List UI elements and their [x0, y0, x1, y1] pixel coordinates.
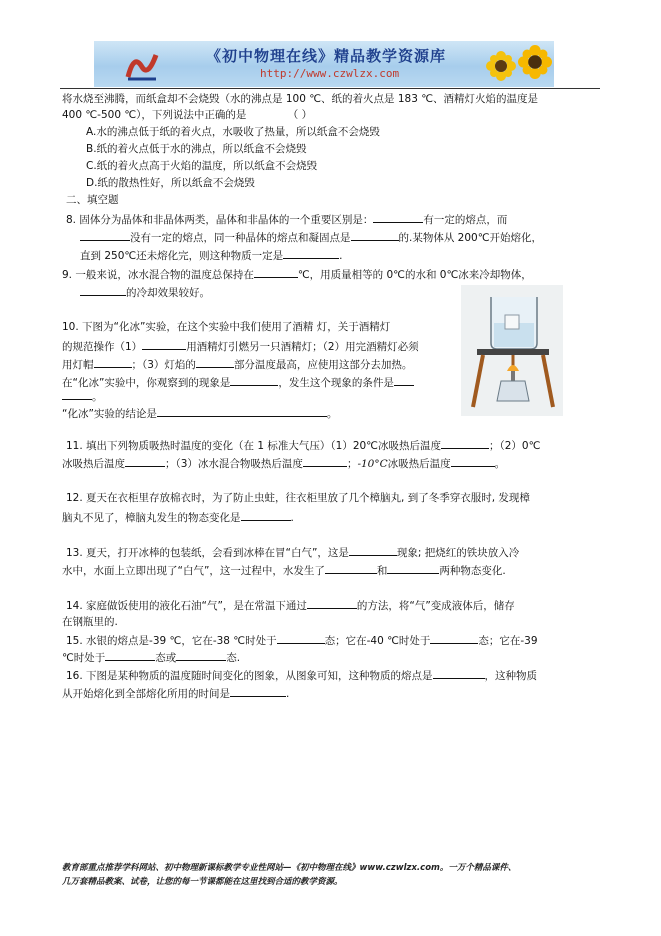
q7-line-2	[62, 108, 312, 122]
q10-line-6	[62, 405, 337, 421]
answer-blank[interactable]	[94, 356, 132, 368]
banner-url: http://www.czwlzx.com	[260, 67, 400, 80]
q12-text: .	[290, 512, 294, 524]
q10-text: 的规范操作（1）	[62, 341, 143, 353]
q14-text: 14. 家庭做饭使用的液化石油“气”，是在常温下通过	[66, 600, 307, 612]
q16-text: 16. 下图是某种物质的温度随时间变化的图象，从图象可知，这种物质的熔点是	[66, 670, 433, 682]
q13-text: 和	[376, 565, 388, 577]
q16-text: 从开始熔化到全部熔化所用的时间是	[62, 688, 230, 700]
q8-line-1	[66, 211, 507, 227]
q7-line-1: 将水烧至沸腾，而纸盒却不会烧毁（水的沸点是 100 ℃、纸的着火点是 183 ℃、酒精灯火焰的温度是	[62, 93, 539, 105]
q7-option-c: C.纸的着火点高于火焰的温度，所以纸盒不会烧毁	[86, 160, 318, 172]
q8-text: 没有一定的熔点，同一种晶体的熔点和凝固点是	[130, 232, 351, 244]
q9-text: ℃，用质量相等的 0℃的水和 0℃冰来冷却物体，	[297, 269, 532, 281]
answer-blank[interactable]	[196, 356, 234, 368]
answer-blank[interactable]	[230, 374, 278, 386]
q7-option-d: D.纸的散热性好，所以纸盒不会烧毁	[86, 177, 255, 189]
q11-text: ；（2）0℃	[488, 440, 541, 452]
q10-line-3	[62, 356, 412, 372]
q11-text: ；（3）冰水混合物吸热后温度	[165, 458, 303, 470]
answer-blank[interactable]	[394, 374, 414, 386]
answer-blank[interactable]	[441, 437, 489, 449]
answer-blank[interactable]	[283, 247, 339, 259]
q9-text: 9. 一般来说，冰水混合物的温度总保持在	[62, 269, 254, 281]
answer-blank[interactable]	[307, 597, 357, 609]
q16-line-1	[66, 667, 537, 683]
q9-line-2	[80, 284, 210, 300]
answer-blank[interactable]	[349, 544, 397, 556]
q10-text: 。	[92, 391, 103, 403]
q15-line-1	[66, 632, 538, 648]
q8-text: 的.某物体从 200℃开始熔化，	[398, 232, 543, 244]
q15-text: 态；它在-40 ℃时处于	[324, 635, 431, 647]
q14-text: 的方法，将“气”变成液体后，储存	[356, 600, 515, 612]
q10-text: “化冰”实验的结论是	[62, 408, 157, 420]
answer-blank[interactable]	[241, 509, 291, 521]
answer-blank[interactable]	[105, 649, 155, 661]
answer-blank[interactable]	[62, 388, 92, 400]
answer-blank[interactable]	[430, 632, 478, 644]
header-rule	[60, 88, 600, 89]
answer-blank[interactable]	[142, 338, 186, 350]
q10-line-5	[62, 388, 103, 404]
q15-text: 态；它在-39	[478, 635, 538, 647]
q14-line-1	[66, 597, 515, 613]
answer-blank[interactable]	[176, 649, 226, 661]
answer-blank[interactable]	[325, 562, 377, 574]
site-logo-icon	[124, 47, 160, 83]
q8-text: 8. 固体分为晶体和非晶体两类，晶体和非晶体的一个重要区别是：	[66, 214, 374, 226]
answer-blank[interactable]	[80, 229, 130, 241]
q15-text: 15. 水银的熔点是-39 ℃，它在-38 ℃时处于	[66, 635, 277, 647]
q10-text: ，发生这个现象的条件是	[278, 377, 394, 389]
banner-title: 《初中物理在线》精品教学资源库	[206, 47, 447, 65]
q7-option-b: B.纸的着火点低于水的沸点，所以纸盒不会烧毁	[86, 143, 307, 155]
answer-blank[interactable]	[277, 632, 325, 644]
q14-line-2: 在钢瓶里的.	[62, 616, 118, 628]
q10-text: 部分温度最高，应使用这部分去加热。	[233, 359, 413, 371]
q11-text: 11. 填出下列物质吸热时温度的变化（在 1 标准大气压）（1）20℃冰吸热后温度	[66, 440, 441, 452]
q8-text: 直到 250℃还未熔化完，则这种物质一定是	[80, 250, 284, 262]
sunflower-icon	[486, 51, 516, 81]
footer-line-2: 几万套精品教案、试卷，让您的每一节课都能在这里找到合适的教学资源。	[62, 877, 343, 887]
answer-paren: （ ）	[287, 109, 313, 121]
header-banner	[94, 41, 554, 87]
q9-text: 的冷却效果较好。	[126, 287, 210, 299]
sunflower-icon	[518, 45, 552, 79]
q15-text: ℃时处于	[62, 652, 106, 664]
q8-line-2	[80, 229, 542, 245]
q15-text: 态.	[226, 652, 241, 664]
q11-line-2	[62, 455, 505, 471]
q10-text: 用灯帽	[62, 359, 94, 371]
q12-text: 脑丸不见了，樟脑丸发生的物态变化是	[62, 512, 241, 524]
q13-text: 13. 夏天，打开冰棒的包装纸，会看到冰棒在冒“白气”，这是	[66, 547, 349, 559]
answer-blank[interactable]	[230, 685, 286, 697]
apparatus-illustration	[461, 285, 563, 416]
q11-line-1	[66, 437, 540, 453]
q10-line-4	[62, 374, 414, 390]
q15-text: 态或	[155, 652, 177, 664]
q13-line-1	[66, 544, 519, 560]
answer-blank[interactable]	[451, 455, 495, 467]
answer-blank[interactable]	[387, 562, 439, 574]
answer-blank[interactable]	[351, 229, 399, 241]
temperature-value: -10°C	[357, 458, 388, 470]
q10-text: 用酒精灯引燃另一只酒精灯；（2）用完酒精灯必须	[186, 341, 419, 353]
answer-blank[interactable]	[433, 667, 485, 679]
q8-text: .	[339, 250, 343, 262]
q7-option-a: A.水的沸点低于纸的着火点，水吸收了热量，所以纸盒不会烧毁	[86, 126, 380, 138]
q13-text: 两种物态变化.	[439, 565, 506, 577]
q8-text: 有一定的熔点，而	[423, 214, 508, 226]
q11-text: 。	[494, 458, 506, 470]
q16-text: .	[286, 688, 290, 700]
q10-line-2	[62, 338, 419, 354]
answer-blank[interactable]	[80, 284, 126, 296]
q11-text: ；	[346, 458, 358, 470]
footer-line-1: 教育部重点推荐学科网站、初中物理新课标教学专业性网站—《初中物理在线》www.czwlzx.com。一万个精品课件、	[62, 863, 517, 873]
q10-text: ；（3）灯焰的	[131, 359, 196, 371]
q7-text: 400 ℃-500 ℃），下列说法中正确的是	[62, 109, 247, 121]
answer-blank[interactable]	[157, 405, 327, 417]
q15-line-2	[62, 649, 240, 665]
answer-blank[interactable]	[125, 455, 165, 467]
q13-text: 现象; 把烧红的铁块放入冷	[396, 547, 520, 559]
answer-blank[interactable]	[373, 211, 423, 223]
q8-line-3	[80, 247, 343, 263]
q12-line-2	[62, 509, 294, 525]
q16-text: ，这种物质	[484, 670, 538, 682]
ice-melting-figure	[461, 285, 563, 416]
q13-text: 水中，水面上立即出现了“白气”，这一过程中，水发生了	[62, 565, 325, 577]
q11-text: 冰吸热后温度	[387, 458, 451, 470]
q12-line-1: 12. 夏天在衣柜里存放棉衣时，为了防止虫蛀，往衣柜里放了几个樟脑丸, 到了冬季穿衣服时, 发现樟	[66, 492, 530, 504]
q10-line-1: 10. 下图为“化冰”实验，在这个实验中我们使用了酒精 灯，关于酒精灯	[62, 321, 391, 333]
q10-text: 。	[326, 408, 338, 420]
q10-text: 在“化冰”实验中，你观察到的现象是	[62, 377, 231, 389]
answer-blank[interactable]	[254, 266, 298, 278]
q11-text: 冰吸热后温度	[62, 458, 125, 470]
q16-line-2	[62, 685, 289, 701]
section-heading: 二、填空题	[66, 194, 119, 206]
q13-line-2	[62, 562, 506, 578]
answer-blank[interactable]	[303, 455, 347, 467]
q9-line-1	[62, 266, 532, 282]
